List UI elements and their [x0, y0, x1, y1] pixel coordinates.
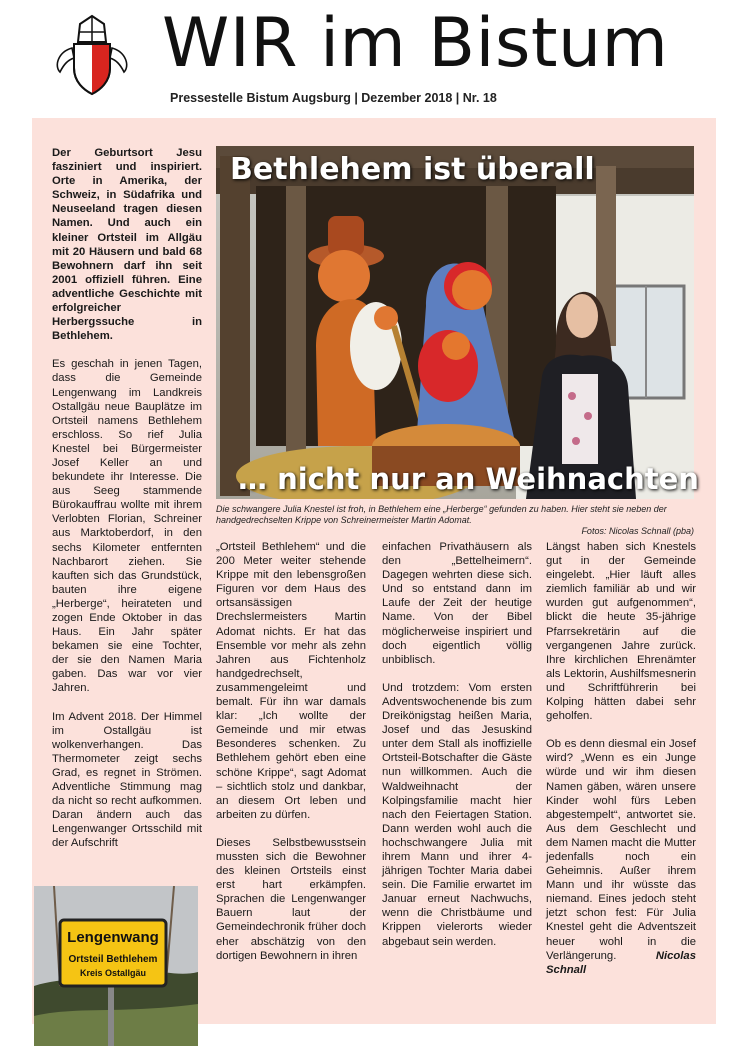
article-subheadline: … nicht nur an Weihnachten: [238, 462, 699, 496]
photo-credit: Fotos: Nicolas Schnall (pba): [581, 526, 694, 536]
article-paragraph-text: Ob es denn diesmal ein Josef wird? „Wenn es ein Junge würde und wir ihm diesen Namen gäben, wären unsere Kinder wohl fürs Leben abgestempelt“, antwortet sie. Aus dem Geschlecht und dem Namen macht die Mutter jedenfalls noch ein Geheimnis. Außer ihrem Mann und ihr wüsste das niemand. Eines jedoch steht jetzt schon fest: Für Julia Knestel geht die Adventszeit heuer wohl in die Verlängerung.: [546, 738, 696, 962]
author-signature: Nicolas Schnall: [546, 949, 696, 976]
town-sign-name: Lengenwang: [67, 929, 159, 946]
masthead-subline: Pressestelle Bistum Augsburg | Dezember 2018 | Nr. 18: [170, 91, 497, 105]
article-lead: Der Geburtsort Jesu fasziniert und inspiriert. Orte in Amerika, der Schweiz, in Südafrika und Neuseeland tragen diesen Namen. Und auch ein kleiner Ortsteil im Allgäu mit 20 Häusern und bald 68 Bewohnern darf ihn seit 2001 offiziell führen. Eine adventliche Geschichte mit erfolgreicher Herbergssuche in Bethlehem.: [52, 147, 202, 343]
photo-caption: [216, 504, 694, 537]
article-column-4: [546, 540, 696, 991]
article-column-2: [216, 540, 366, 977]
photo-caption-text: Die schwangere Julia Knestel ist froh, in Bethlehem eine „Herberge“ gefunden zu haben. Hier steht sie neben der handgedrechselten Krippe von Schreinermeister Martin Adomat.: [216, 504, 667, 525]
nativity-photo: [216, 146, 694, 499]
article-column-3: [382, 540, 532, 963]
town-sign-district: Ortsteil Bethlehem: [68, 954, 158, 965]
article-paragraph: Im Advent 2018. Der Himmel im Ostallgäu ist wolkenverhangen. Das Thermometer zeigt sechs Grad, es regnet in Strömen. Adventliche Stimmung mag da nicht so recht aufkommen. Daran ändern auch das Lengenwanger Ortsschild mit der Aufschrift: [52, 710, 202, 850]
town-sign-county: Kreis Ostallgäu: [79, 968, 147, 978]
article-paragraph: Es geschah in jenen Tagen, dass die Gemeinde Lengenwang im Landkreis Ostallgäu neue Bauplätze im Ortsteil namens Bethlehem erschloss. So rief Julia Knestel bei Bürgermeister Josef Keller an und bekundete ihr Interesse. Die aus Seeg stammende Bürokauffrau wollte mit ihrem Verlobten Florian, Schreiner aus Marktoberdorf, in den sechs Kilometer entfernten Nachbarort ziehen. Sie kauften sich das Grundstück, bauten ihre eigene „Herberge“, heirateten und zogen Ende Oktober in das Haus. Ein Jahr später bekamen sie eine Tochter, der sie den Namen Maria gaben. Das war vor vier Jahren.: [52, 358, 202, 695]
article-paragraph: Dieses Selbstbewusstsein mussten sich die Bewohner des kleinen Ortsteils einst erst hart erkämpfen. Sprachen die Lengenwanger Bauern laut der Gemeindechronik früher doch eher abschätzig von den dortigen Bewohnern in ihren: [216, 836, 366, 962]
article-headline: Bethlehem ist überall: [230, 152, 595, 187]
article-paragraph: Längst haben sich Knestels gut in der Gemeinde eingelebt. „Hier läuft alles ziemlich familiär ab und wir wurden gut aufgenommen“, blickt die heute 35-jährige Pfarrsekretärin auf die vergangenen Jahre zurück. Ihre kirchlichen Ehrenämter als Lektorin, Aushilfsmesnerin und Schriftführerin bei Kolping hätten dabei sehr geholfen.: [546, 541, 696, 723]
town-sign-photo: [34, 886, 198, 1046]
masthead-title: WIR im Bistum: [162, 4, 669, 83]
diocese-crest-logo: [50, 12, 134, 96]
article-column-1: [52, 146, 202, 865]
article-paragraph: „Ortsteil Bethlehem“ und die 200 Meter weiter stehende Krippe mit den lebensgroßen Figuren vor dem Haus des ortsansässigen Drechslermeisters Martin Adomat nichts. Er hat das Ensemble vor mehr als zehn Jahren aus Fichtenholz handgedrechselt, zusammengeleimt und bemalt. Für ihn war damals klar: „Ich wollte der Gemeinde und mir etwas Besonderes schenken. Zu Bethlehem gehört eben eine schöne Krippe“, sagt Adomat – sichtlich stolz und dankbar, an diesem Ort leben und arbeiten zu dürfen.: [216, 541, 366, 821]
article-paragraph: [546, 737, 696, 977]
article-paragraph: Und trotzdem: Vom ersten Adventswochenende bis zum Dreikönigstag heißen Maria, Josef und das Jesuskind unter dem Stall als inoffizielle Ortsteil-Botschafter die Gäste nun willkommen. Auch die Waldweihnacht der Kolpingsfamilie macht hier nach den Feiertagen Station. Dann werden wohl auch die hochschwangere Julia mit ihrem Mann und ihrer 4-jährigen Tochter Maria dabei sein. Die Familie erwartet im Januar erneut Nachwuchs, wenn die Christbäume und Krippen vielerorts wieder abgebaut sein werden.: [382, 681, 532, 948]
article-paragraph: einfachen Privathäusern als den „Bettelheimern“. Dagegen wehrten diese sich. Und so entstand dann im Laufe der Zeit der heutige Name. Von der Bibel möglicherweise inspiriert und doch eigentlich völlig unbiblisch.: [382, 541, 532, 666]
